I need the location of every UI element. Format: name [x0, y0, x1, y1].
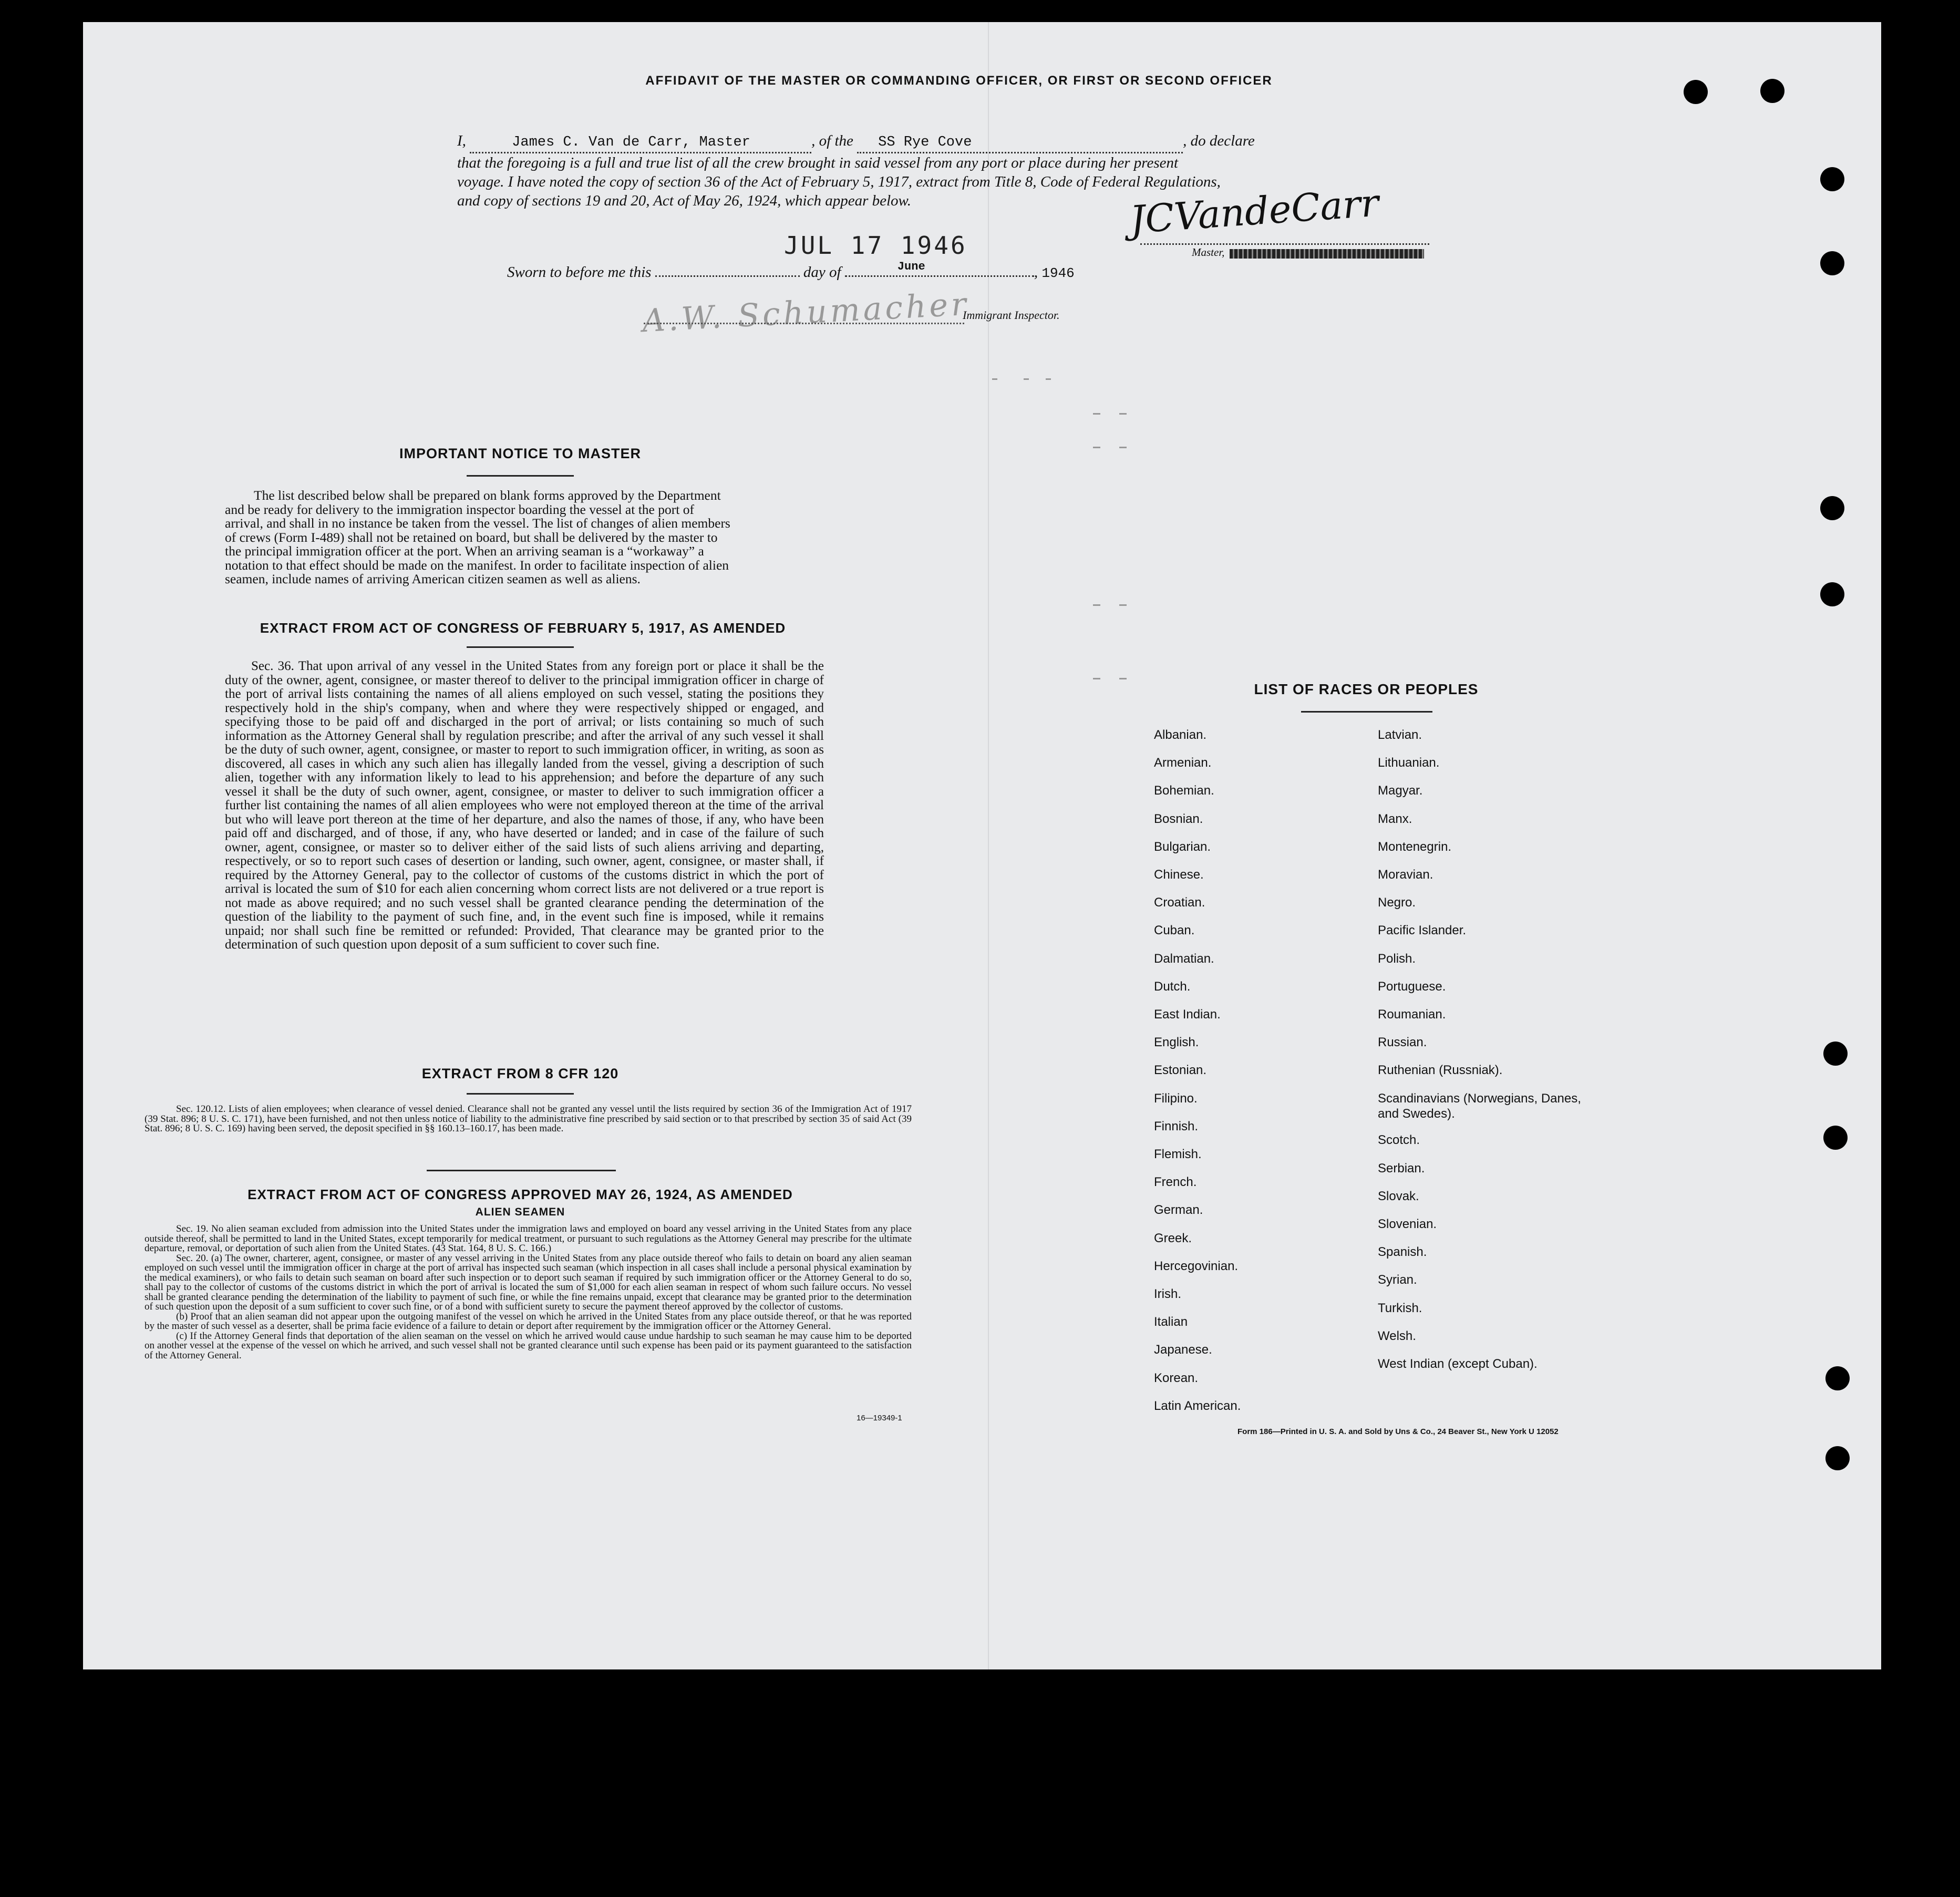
binder-hole [1820, 496, 1844, 520]
race-item: Russian. [1378, 1035, 1427, 1050]
race-item: Ruthenian (Russniak). [1378, 1063, 1503, 1078]
inspector-signature-line [644, 323, 964, 324]
act1924-title: EXTRACT FROM ACT OF CONGRESS APPROVED MAY 26, 1924, AS AMENDED [247, 1187, 793, 1202]
race-item: Slovenian. [1378, 1217, 1437, 1232]
race-item: Negro. [1378, 895, 1416, 910]
race-item: Estonian. [1154, 1063, 1207, 1078]
notice-line: notation to that effect should be made on the manifest. In order to facilitate inspection of alien [225, 557, 729, 573]
date-stamp: JUL 17 1946 [784, 231, 967, 260]
binder-hole [1820, 251, 1844, 275]
inspector-label: Immigrant Inspector. [963, 308, 1060, 322]
race-item: Syrian. [1378, 1273, 1417, 1287]
notice-line: seamen, include names of arriving American citizen seamen as well as aliens. [225, 571, 641, 586]
form-mark [1119, 447, 1127, 448]
affidavit-i: I, [457, 132, 466, 149]
sworn-text: Sworn to before me this [507, 264, 652, 281]
day-field [655, 263, 800, 277]
binder-hole [1825, 1446, 1850, 1470]
race-item: Irish. [1154, 1287, 1182, 1302]
race-item: Bosnian. [1154, 811, 1203, 826]
race-item: Dutch. [1154, 979, 1191, 994]
cfr-title: EXTRACT FROM 8 CFR 120 [421, 1066, 619, 1081]
affidavit-title: AFFIDAVIT OF THE MASTER OR COMMANDING OFFICER, OR FIRST OR SECOND OFFICER [645, 74, 1273, 88]
race-item: East Indian. [1154, 1007, 1221, 1022]
race-item: Slovak. [1378, 1189, 1419, 1203]
race-item: Greek. [1154, 1231, 1192, 1245]
act1924-sec20c: (c) If the Attorney General finds that deportation of the alien seaman on the vessel on which he arrived would cause undue hardship to such seaman he may cause him to be deported on another vessel at the expense of the vessel on which he arrived, and such vessel shall not be granted clearance until such expense has been paid or its payment guaranteed to the satisfaction of the Attorney General. [145, 1330, 912, 1361]
affidavit-line-2: that the foregoing is a full and true list of all the crew brought in said vessel from any port or place during her present [457, 154, 1179, 171]
notice-title: IMPORTANT NOTICE TO MASTER [399, 446, 641, 461]
race-item: Latvian. [1378, 728, 1422, 742]
year-value: 1946 [1041, 265, 1075, 281]
race-item: Dalmatian. [1154, 951, 1214, 966]
race-item: Japanese. [1154, 1343, 1212, 1357]
binder-hole [1820, 582, 1844, 606]
race-item: Finnish. [1154, 1119, 1199, 1133]
race-item: Moravian. [1378, 868, 1433, 882]
races-column-2 [1378, 721, 1588, 1378]
day-of-text: day of [803, 264, 841, 281]
binder-hole [1823, 1042, 1848, 1066]
race-item: West Indian (except Cuban). [1378, 1357, 1538, 1372]
race-item: Albanian. [1154, 728, 1207, 742]
races-title: LIST OF RACES OR PEOPLES [1254, 681, 1479, 697]
race-item: Latin American. [1154, 1398, 1241, 1413]
binder-hole [1823, 1126, 1848, 1150]
month-value: June [897, 260, 925, 273]
act1917-title: EXTRACT FROM ACT OF CONGRESS OF FEBRUARY 5, 1917, AS AMENDED [260, 620, 786, 636]
notice-line: and be ready for delivery to the immigration inspector boarding the vessel at the port of [225, 501, 694, 517]
race-item: Chinese. [1154, 868, 1204, 882]
form-mark [1119, 678, 1127, 679]
race-item: Flemish. [1154, 1147, 1202, 1162]
act1924-sec20b: (b) Proof that an alien seaman did not appear upon the outgoing manifest of the vessel on which he arrived in the United States from any place outside thereof, or that he was reported by the master of such vessel as a deserter, shall be prima facie evidence of a failure to detain or deport after requirement by the immigration officer or the Attorney General. [145, 1311, 912, 1332]
race-item: Filipino. [1154, 1091, 1198, 1106]
form-mark [1024, 378, 1029, 380]
vessel-name: SS Rye Cove [857, 133, 1183, 153]
race-item: French. [1154, 1175, 1197, 1190]
act1924-body [145, 1224, 912, 1360]
affidavit-line-1 [457, 131, 1456, 153]
race-item: Bohemian. [1154, 783, 1214, 798]
master-signature: JCVandeCarr [1128, 180, 1380, 242]
race-item: Armenian. [1154, 756, 1212, 770]
notice-line: arrival, and shall in no instance be taken from the vessel. The list of changes of alien members [225, 516, 730, 531]
cfr-title-rule [467, 1093, 574, 1095]
form-mark [1093, 413, 1100, 415]
notice-title-rule [467, 475, 574, 477]
master-signature-line [1140, 243, 1429, 245]
master-name: James C. Van de Carr, Master [470, 133, 811, 153]
race-item: Portuguese. [1378, 979, 1446, 994]
race-item: Bulgarian. [1154, 839, 1211, 854]
affidavit-of-the: , of the [811, 132, 853, 149]
sworn-line: Sworn to before me this day of June , 1946 [507, 263, 1075, 283]
affidavit-line-4: and copy of sections 19 and 20, Act of May 26, 1924, which appear below. [457, 192, 911, 209]
race-item: Italian [1154, 1315, 1188, 1329]
act1924-top-rule [427, 1170, 616, 1171]
races-column-1 [1154, 721, 1241, 1420]
form-footer: Form 186—Printed in U. S. A. and Sold by Uns & Co., 24 Beaver St., New York U 12052 [1237, 1427, 1559, 1436]
races-title-rule [1301, 711, 1432, 713]
race-item: Spanish. [1378, 1245, 1427, 1260]
form-mark [1046, 378, 1051, 380]
race-item: Serbian. [1378, 1161, 1425, 1176]
race-item: Korean. [1154, 1370, 1199, 1385]
race-item: Roumanian. [1378, 1007, 1446, 1022]
race-item: Scotch. [1378, 1133, 1420, 1148]
act1924-subtitle: ALIEN SEAMEN [475, 1206, 565, 1218]
binder-hole [1825, 1366, 1850, 1390]
binder-hole [1820, 167, 1844, 191]
race-item: Magyar. [1378, 783, 1423, 798]
race-item: German. [1154, 1203, 1203, 1218]
inspector-signature: A.W. Schumacher [641, 285, 971, 340]
notice-body [225, 489, 824, 586]
race-item: Scandinavians (Norwegians, Danes, and Swedes). [1378, 1091, 1581, 1121]
master-label: Master, [1192, 246, 1225, 259]
act1917-sec36: Sec. 36. That upon arrival of any vessel in the United States from any foreign port or place it shall be the duty of the owner, agent, consignee, or master thereof to deliver to the principal immigration officer in charge of the port of arrival lists containing the names of all aliens employed on such vessel, stating the positions they respectively hold in the ship's company, when and where they were respectively shipped or engaged, and specifying those to be paid off and discharged in the port of arrival; or lists containing so much of such information as the Attorney General shall by regulation prescribe; and after the arrival of any such vessel it shall be the duty of such owner, agent, consignee, or master to report to such immigration officer, in writing, as soon as discovered, all cases in which any such alien has illegally landed from the vessel, giving a description of such alien, together with any information likely to lead to his apprehension; and before the departure of any such vessel it shall be the duty of such owner, agent, consignee, or master to deliver to such immigration officer a further list containing the names of all alien employees who were not employed thereon at the time of the arrival but who will leave port thereon at the time of her departure, and also the names of those, if any, who have been paid off and discharged, and of those, if any, who have deserted or landed; and in case of the failure of such owner, agent, consignee, or master so to deliver either of the said lists of such aliens arriving and departing, respectively, or so to report such cases of desertion or landing, such owner, agent, consignee, or master shall, if required by the Attorney General, pay to the collector of customs of the customs district in which the port of arrival is located the sum of $10 for each alien concerning whom correct lists are not delivered or a true report is not made as above required; and no such vessel shall be granted clearance pending the determination of the question of the liability to the payment of such fine, and, in the event such fine is imposed, while it remains unpaid; nor shall such fine be remitted or refunded: Provided, That clearance may be granted prior to the determination of such question upon deposit of a sum sufficient to cover such fine. [225, 659, 824, 952]
race-item: Turkish. [1378, 1301, 1422, 1315]
affidavit-do-declare: , do declare [1183, 132, 1255, 149]
binder-hole [1760, 79, 1784, 103]
act1924-sec19: Sec. 19. No alien seaman excluded from admission into the United States under the immigration laws and employed on board any vessel arriving in the United States from any place outside thereof, shall be permitted to land in the United States, except temporarily for medical treatment, or pursuant to such regulations as the Attorney General may prescribe for the ultimate departure, removal, or deportation of such alien from the United States. (43 Stat. 164, 8 U. S. C. 166.) [145, 1223, 912, 1254]
race-item: Hercegovinian. [1154, 1259, 1239, 1273]
race-item: Pacific Islander. [1378, 923, 1467, 938]
race-item: Polish. [1378, 951, 1416, 966]
notice-line: the principal immigration officer at the port. When an arriving seaman is a “workaway” a [225, 543, 704, 559]
race-item: Croatian. [1154, 895, 1205, 910]
form-mark [1093, 604, 1100, 606]
race-item: Lithuanian. [1378, 756, 1440, 770]
affidavit-line-3: voyage. I have noted the copy of section 36 of the Act of February 5, 1917, extract from Title 8, Code of Federal Regulations, [457, 173, 1221, 190]
notice-line: of crews (Form I-489) shall not be retained on board, but shall be delivered by the master to [225, 529, 718, 545]
race-item: Montenegrin. [1378, 839, 1452, 854]
race-item: Manx. [1378, 811, 1412, 826]
form-mark [1093, 447, 1100, 448]
form-mark [992, 378, 997, 380]
race-item: Cuban. [1154, 923, 1195, 938]
race-item: Welsh. [1378, 1328, 1416, 1343]
form-code: 16—19349-1 [857, 1414, 902, 1422]
form-mark [1093, 678, 1100, 679]
cfr-sec120: Sec. 120.12. Lists of alien employees; when clearance of vessel denied. Clearance shall not be granted any vessel until the lists required by section 36 of the Immigration Act of 1917 (39 Stat. 896; 8 U. S. C. 171), have been furnished, and not then unless notice of liability to the administrative fine prescribed by said section or to that prescribed by section 35 of said Act (39 Stat. 896; 8 U. S. C. 169) having been served, the deposit specified in §§ 160.13–160.17, has been made. [145, 1104, 912, 1134]
struck-out-title [1230, 249, 1424, 259]
notice-line: The list described below shall be prepared on blank forms approved by the Department [254, 488, 721, 503]
form-mark [1119, 413, 1127, 415]
month-field [845, 260, 1034, 277]
race-item: English. [1154, 1035, 1199, 1050]
act1917-title-rule [467, 646, 574, 648]
act1924-sec20a: Sec. 20. (a) The owner, charterer, agent, consignee, or master of any vessel arriving in the United States from any place outside thereof who fails to detain on board any alien seaman employed on such vessel until the immigration officer in charge at the port of arrival has inspected such seaman (which inspection in all cases shall include a personal physical examination by the medical examiners), or who fails to detain such seaman on board after such inspection or to deport such seaman if required by such immigration officer or the Attorney General to do so, shall pay to the collector of customs of the customs district in which the port of arrival is located the sum of $1,000 for each alien seaman in respect of whom such failure occurs. No vessel shall be granted clearance pending the determination of the liability to payment of such fine, or while the fine remains unpaid, except that clearance may be granted prior to the determination of such question upon the deposit of a sum sufficient to cover such fine, or of a bond with sufficient surety to secure the payment thereof approved by the collector of customs. [145, 1252, 912, 1312]
form-mark [1119, 604, 1127, 606]
binder-hole [1684, 80, 1708, 104]
